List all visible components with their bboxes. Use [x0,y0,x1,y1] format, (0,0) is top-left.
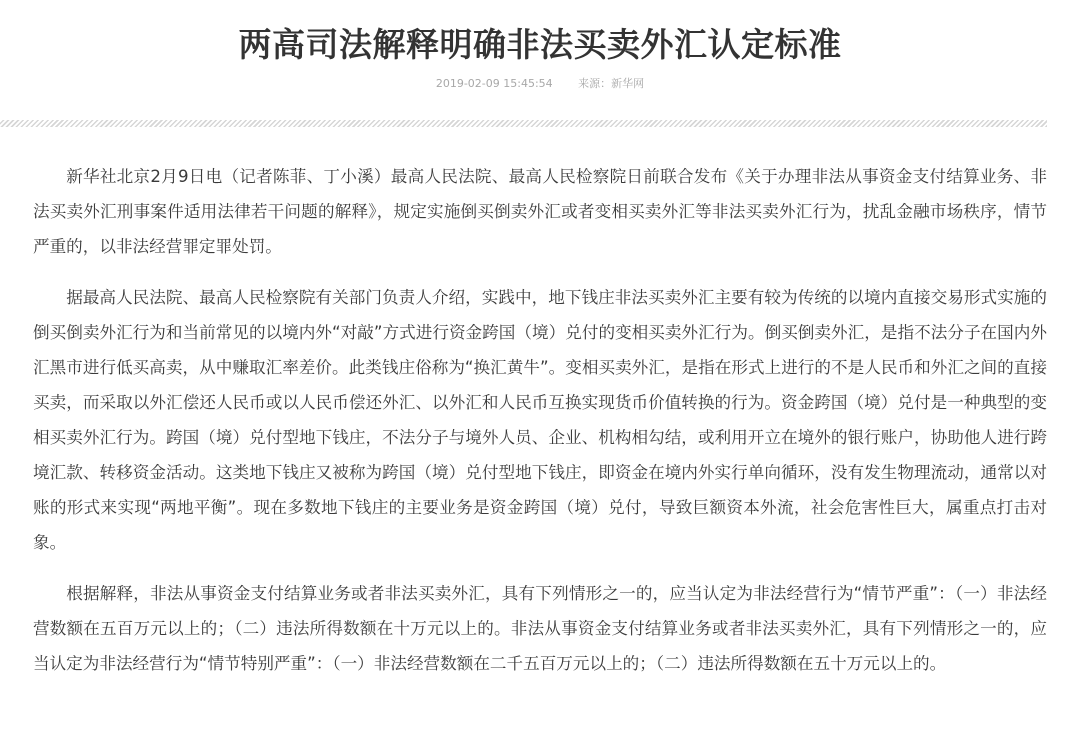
source-name: 新华网 [611,77,645,90]
article-paragraph-1: 新华社北京2月9日电（记者陈菲、丁小溪）最高人民法院、最高人民检察院日前联合发布《关于办理非法从事资金支付结算业务、非法买卖外汇刑事案件适用法律若干问题的解释》，规定实施倒买倒卖外汇或者变相买卖外汇等非法买卖外汇行为，扰乱金融市场秩序，情节严重的，以非法经营罪定罪处罚。 [33,167,1047,256]
striped-divider [0,120,1047,127]
article-paragraph-2: 据最高人民法院、最高人民检察院有关部门负责人介绍，实践中，地下钱庄非法买卖外汇主要有较为传统的以境内直接交易形式实施的倒买倒卖外汇行为和当前常见的以境内外“对敲”方式进行资金跨国（境）兑付的变相买卖外汇行为。倒买倒卖外汇，是指不法分子在国内外汇黑市进行低买高卖，从中赚取汇率差价。此类钱庄俗称为“换汇黄牛”。变相买卖外汇，是指在形式上进行的不是人民币和外汇之间的直接买卖，而采取以外汇偿还人民币或以人民币偿还外汇、以外汇和人民币互换实现货币价值转换的行为。资金跨国（境）兑付是一种典型的变相买卖外汇行为。跨国（境）兑付型地下钱庄，不法分子与境外人员、企业、机构相勾结，或利用开立在境外的银行账户，协助他人进行跨境汇款、转移资金活动。这类地下钱庄又被称为跨国（境）兑付型地下钱庄，即资金在境内外实行单向循环，没有发生物理流动，通常以对账的形式来实现“两地平衡”。现在多数地下钱庄的主要业务是资金跨国（境）兑付，导致巨额资本外流，社会危害性巨大，属重点打击对象。 [33,288,1047,552]
article-paragraph-3: 根据解释，非法从事资金支付结算业务或者非法买卖外汇，具有下列情形之一的，应当认定为非法经营行为“情节严重”：（一）非法经营数额在五百万元以上的；（二）违法所得数额在十万元以上的。非法从事资金支付结算业务或者非法买卖外汇，具有下列情形之一的，应当认定为非法经营行为“情节特别严重”：（一）非法经营数额在二千五百万元以上的；（二）违法所得数额在五十万元以上的。 [33,584,1047,673]
article-meta [0,75,1080,93]
article-title: 两高司法解释明确非法买卖外汇认定标准 [238,25,842,64]
publish-datetime: 2019-02-09 15:45:54 [435,77,553,90]
article-body [33,159,1047,697]
source-label: 来源： [578,77,612,90]
